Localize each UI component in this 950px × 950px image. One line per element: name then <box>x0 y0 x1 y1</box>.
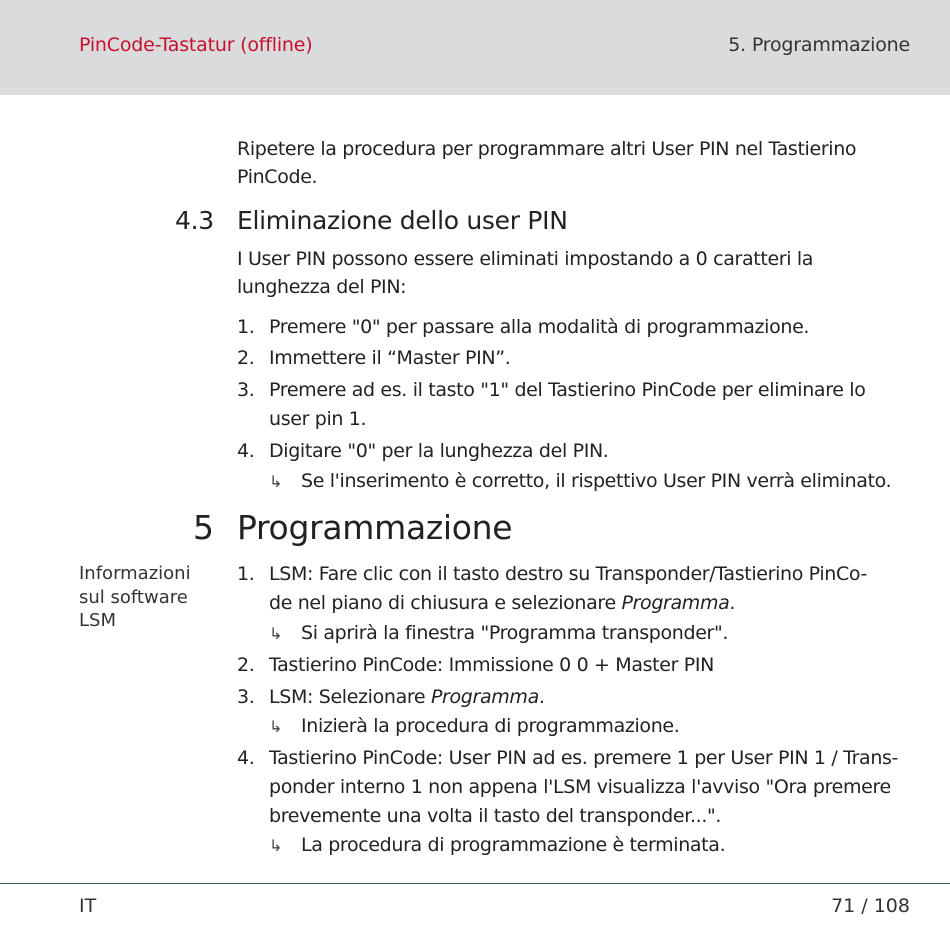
list-item <box>237 744 907 832</box>
list-text-line: Tastierino PinCode: User PIN ad es. premere 1 per User PIN 1 / Trans- <box>269 747 899 769</box>
result-text: Inizierà la procedura di programmazione. <box>301 715 680 737</box>
description-line: I User PIN possono essere eliminati impostando a 0 caratteri la <box>237 248 814 270</box>
list-text: Tastierino PinCode: Immissione 0 0 + Master PIN <box>269 654 714 676</box>
menu-reference: Programma <box>430 686 539 708</box>
list-number: 1. <box>237 316 255 338</box>
result-text: Se l'inserimento è corretto, il rispettivo User PIN verrà eliminato. <box>301 470 892 492</box>
intro-line: Ripetere la procedura per programmare altri User PIN nel Tastierino <box>237 138 857 160</box>
text-span: . <box>729 592 736 614</box>
list-text: Premere "0" per passare alla modalità di programmazione. <box>269 316 810 338</box>
page-header <box>0 0 950 95</box>
result-text: La procedura di programmazione è terminata. <box>301 834 726 856</box>
section-title: Eliminazione dello user PIN <box>237 206 568 235</box>
margin-note-line: Informazioni <box>79 563 191 584</box>
result-arrow-icon: ↳ <box>269 717 283 736</box>
chapter-title: 5. Programmazione <box>728 34 910 56</box>
list-text <box>269 744 909 831</box>
list-number: 3. <box>237 379 255 401</box>
description-line: lunghezza del PIN: <box>237 276 407 298</box>
list-item <box>237 376 907 434</box>
list-text-line: Premere ad es. il tasto "1" del Tastierino PinCode per eliminare lo <box>269 379 866 401</box>
section-description <box>237 245 907 301</box>
document-title: PinCode-Tastatur (offline) <box>79 34 313 56</box>
text-span: de nel piano di chiusura e selezionare <box>269 592 622 614</box>
list-number: 4. <box>237 747 255 769</box>
text-span: . <box>538 686 545 708</box>
intro-line: PinCode. <box>237 166 318 188</box>
list-text: Digitare "0" per la lunghezza del PIN. <box>269 440 609 462</box>
intro-paragraph <box>237 135 907 191</box>
result-arrow-icon: ↳ <box>269 624 283 643</box>
list-number: 2. <box>237 654 255 676</box>
result-arrow-icon: ↳ <box>269 836 283 855</box>
list-number: 1. <box>237 563 255 585</box>
result-arrow-icon: ↳ <box>269 472 283 491</box>
list-text <box>269 683 909 712</box>
list-text-line: LSM: Fare clic con il tasto destro su Transponder/Tastierino PinCo- <box>269 563 868 585</box>
footer-divider <box>0 883 950 884</box>
list-text-line: brevemente una volta il tasto del transponder...". <box>269 805 722 827</box>
list-text <box>269 560 909 618</box>
chapter-number: 5 <box>193 508 214 547</box>
page-number: 71 / 108 <box>831 895 910 917</box>
margin-note-line: LSM <box>79 610 116 631</box>
list-text: Immettere il “Master PIN”. <box>269 347 511 369</box>
language-code: IT <box>79 895 97 917</box>
list-text <box>269 376 909 434</box>
margin-note <box>79 562 219 633</box>
list-text-line: user pin 1. <box>269 408 367 430</box>
section-number: 4.3 <box>175 206 214 235</box>
list-number: 2. <box>237 347 255 369</box>
list-text-line: ponder interno 1 non appena l'LSM visualizza l'avviso "Ora premere <box>269 776 891 798</box>
text-span: LSM: Selezionare <box>269 686 431 708</box>
menu-reference: Programma <box>621 592 730 614</box>
list-text-line <box>269 589 909 618</box>
margin-note-line: sul software <box>79 586 188 608</box>
list-number: 4. <box>237 440 255 462</box>
chapter-heading: Programmazione <box>237 508 513 547</box>
list-item <box>237 560 907 618</box>
result-text: Si aprirà la finestra "Programma transponder". <box>301 622 729 644</box>
list-number: 3. <box>237 686 255 708</box>
